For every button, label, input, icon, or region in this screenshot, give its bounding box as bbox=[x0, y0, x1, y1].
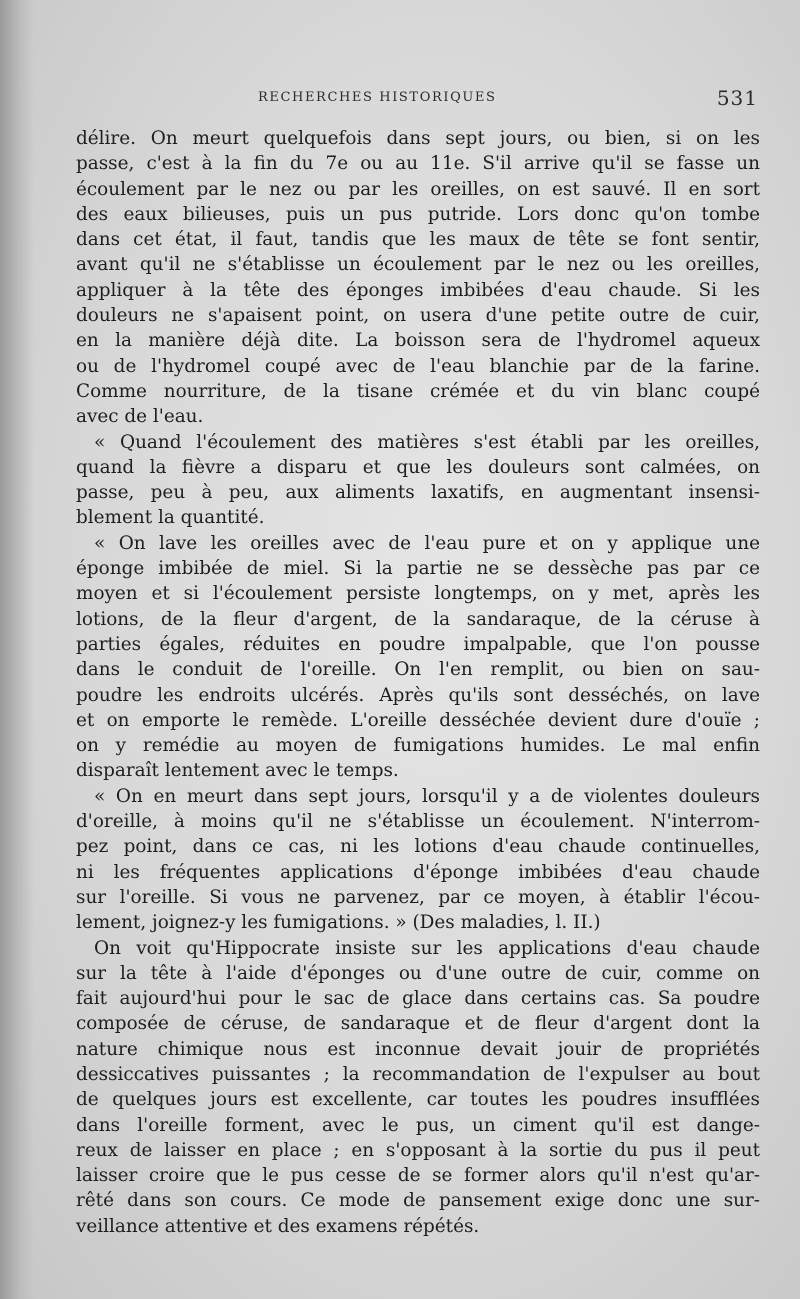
text-line: sur l'oreille. Si vous ne parvenez, par ce moyen, à établir l'écou- bbox=[76, 886, 760, 908]
running-title: RECHERCHES HISTORIQUES bbox=[258, 90, 497, 105]
text-line: « On lave les oreilles avec de l'eau pure et on y applique une bbox=[94, 532, 760, 554]
text-line: écoulement par le nez ou par les oreilles, on est sauvé. Il en sort bbox=[76, 178, 760, 200]
text-line: avec de l'eau. bbox=[76, 406, 204, 428]
text-line: « Quand l'écoulement des matières s'est établi par les oreilles, bbox=[94, 431, 760, 453]
text-line: fait aujourd'hui pour le sac de glace dans certains cas. Sa poudre bbox=[76, 988, 760, 1010]
text-line: rêté dans son cours. Ce mode de pansement exige donc une sur- bbox=[76, 1190, 760, 1212]
text-line: avant qu'il ne s'établisse un écoulement par le nez ou les oreilles, bbox=[76, 254, 760, 276]
text-line: laisser croire que le pus cesse de se former alors qu'il n'est qu'ar- bbox=[76, 1165, 760, 1187]
text-line: ou de l'hydromel coupé avec de l'eau blanchie par de la farine. bbox=[76, 355, 760, 377]
text-line: quand la fièvre a disparu et que les douleurs sont calmées, on bbox=[76, 456, 760, 478]
text-line: d'oreille, à moins qu'il ne s'établisse un écoulement. N'interrom- bbox=[76, 811, 760, 833]
text-line: disparaît lentement avec le temps. bbox=[76, 760, 399, 782]
text-line: on y remédie au moyen de fumigations humides. Le mal enfin bbox=[76, 735, 760, 757]
text-line: dessiccatives puissantes ; la recommandation de l'expulser au bout bbox=[76, 1063, 760, 1085]
body-text bbox=[76, 126, 760, 1239]
text-line: de quelques jours est excellente, car toutes les poudres insufflées bbox=[76, 1089, 760, 1111]
page-header bbox=[258, 86, 758, 112]
page-number: 531 bbox=[716, 86, 758, 110]
text-line: passe, peu à peu, aux aliments laxatifs, en augmentant insensi- bbox=[76, 482, 760, 504]
text-line: délire. On meurt quelquefois dans sept jours, ou bien, si on les bbox=[76, 128, 760, 149]
text-line: blement la quantité. bbox=[76, 507, 265, 529]
text-line: nature chimique nous est inconnue devait jouir de propriétés bbox=[76, 1038, 760, 1060]
text-line: composée de céruse, de sandaraque et de fleur d'argent dont la bbox=[76, 1013, 760, 1035]
text-line: Comme nourriture, de la tisane crémée et du vin blanc coupé bbox=[76, 380, 760, 402]
text-line: dans le conduit de l'oreille. On l'en remplit, ou bien on sau- bbox=[76, 659, 760, 681]
text-line: et on emporte le remède. L'oreille desséchée devient dure d'ouïe ; bbox=[76, 709, 760, 731]
text-line: douleurs ne s'apaisent point, on usera d'une petite outre de cuir, bbox=[76, 305, 760, 327]
text-line: appliquer à la tête des éponges imbibées d'eau chaude. Si les bbox=[76, 279, 760, 301]
text-line: pez point, dans ce cas, ni les lotions d'eau chaude continuelles, bbox=[76, 836, 760, 858]
text-line: On voit qu'Hippocrate insiste sur les applications d'eau chaude bbox=[94, 937, 760, 959]
text-line: « On en meurt dans sept jours, lorsqu'il y a de violentes douleurs bbox=[94, 785, 760, 807]
text-line: des eaux bilieuses, puis un pus putride. Lors donc qu'on tombe bbox=[76, 203, 760, 225]
text-line: en la manière déjà dite. La boisson sera de l'hydromel aqueux bbox=[76, 330, 760, 352]
text-line: veillance attentive et des examens répétés. bbox=[76, 1215, 480, 1237]
text-line: poudre les endroits ulcérés. Après qu'ils sont desséchés, on lave bbox=[76, 684, 760, 706]
text-line: passe, c'est à la fin du 7e ou au 11e. S'il arrive qu'il se fasse un bbox=[76, 153, 760, 175]
text-line: dans cet état, il faut, tandis que les maux de tête se font sentir, bbox=[76, 229, 760, 251]
page-gutter-shadow bbox=[0, 0, 34, 1299]
text-line: lotions, de la fleur d'argent, de la sandaraque, de la céruse à bbox=[76, 608, 760, 630]
text-line: parties égales, réduites en poudre impalpable, que l'on pousse bbox=[76, 633, 760, 655]
text-line: dans l'oreille forment, avec le pus, un ciment qu'il est dange- bbox=[76, 1114, 760, 1136]
text-line: ni les fréquentes applications d'éponge imbibées d'eau chaude bbox=[76, 861, 760, 883]
text-line: éponge imbibée de miel. Si la partie ne se dessèche pas par ce bbox=[76, 558, 760, 580]
text-line: sur la tête à l'aide d'éponges ou d'une outre de cuir, comme on bbox=[76, 962, 760, 984]
text-line: reux de laisser en place ; en s'opposant à la sortie du pus il peut bbox=[76, 1139, 760, 1161]
text-line: moyen et si l'écoulement persiste longtemps, on y met, après les bbox=[76, 583, 760, 605]
text-line: lement, joignez-y les fumigations. » (Des maladies, l. II.) bbox=[76, 912, 601, 934]
